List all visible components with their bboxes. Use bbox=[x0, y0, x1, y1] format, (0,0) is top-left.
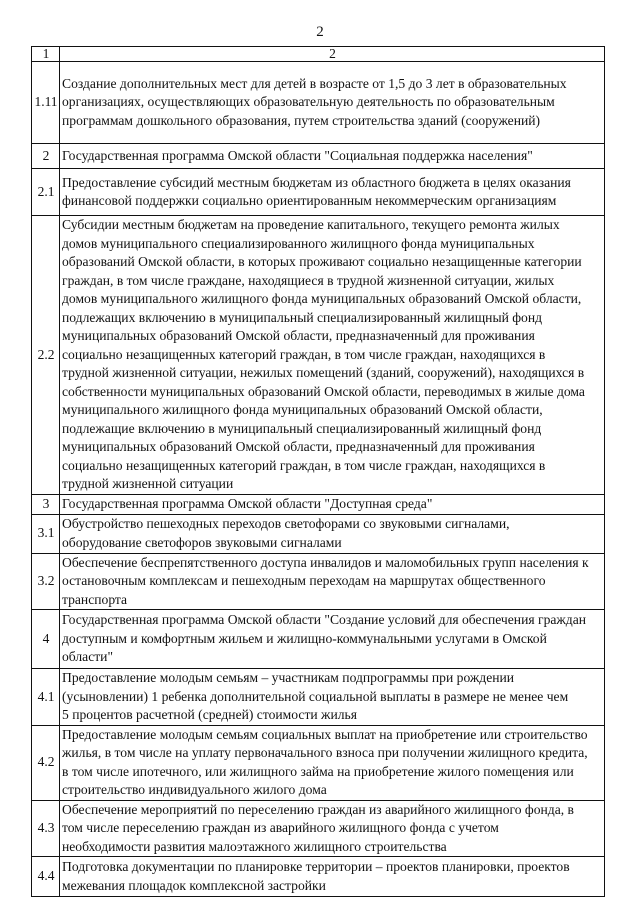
description-line: доступным и комфортным жильем и жилищно-коммунальными услугами в Омской bbox=[62, 630, 547, 646]
table-row bbox=[32, 725, 605, 800]
row-description bbox=[60, 62, 605, 144]
table-row bbox=[32, 494, 605, 514]
description-line: домов муниципального специализированного жилищного фонда муниципальных bbox=[62, 235, 535, 251]
description-line: Государственная программа Омской области "Социальная поддержка населения" bbox=[62, 147, 533, 163]
description-line: области" bbox=[62, 649, 113, 665]
description-line: в том числе ипотечного, или жилищного займа на приобретение жилого помещения или bbox=[62, 763, 574, 779]
description-line: муниципальных образований Омской области, предназначенный для проживания bbox=[62, 328, 535, 343]
header-col-2: 2 bbox=[60, 47, 605, 62]
row-number: 2.2 bbox=[32, 216, 60, 495]
row-description bbox=[60, 610, 605, 669]
description-line: Предоставление молодым семьям социальных выплат на приобретение или строительство bbox=[62, 726, 588, 742]
row-description bbox=[60, 514, 605, 553]
description-line: Государственная программа Омской области "Доступная среда" bbox=[62, 495, 433, 511]
description-line: образований Омской области, в которых проживают социально незащищенные категории bbox=[62, 254, 582, 269]
row-number: 3.2 bbox=[32, 553, 60, 610]
description-line: программам дошкольного образования, путем строительства зданий (сооружений) bbox=[62, 112, 541, 128]
description-line: муниципального жилищного фонда муниципальных образований Омской области, bbox=[62, 402, 543, 417]
description-line: муниципальных образований Омской области, предназначенный для проживания bbox=[62, 439, 535, 454]
row-number: 3.1 bbox=[32, 514, 60, 553]
description-line: домов муниципального жилищного фонда муниципальных образований Омской области, bbox=[62, 291, 582, 306]
measures-table bbox=[31, 46, 605, 897]
table-header-row bbox=[32, 47, 605, 62]
table-row bbox=[32, 610, 605, 669]
description-line: организациях, осуществляющих образовательную деятельность по образовательным bbox=[62, 94, 555, 110]
row-description bbox=[60, 216, 605, 495]
description-line: Обеспечение беспрепятственного доступа инвалидов и маломобильных групп населения к bbox=[62, 554, 589, 570]
description-line: трудной жизненной ситуации, нежилых помещений (зданий, сооружений), находящихся в bbox=[62, 365, 585, 380]
description-line: Создание дополнительных мест для детей в возрасте от 1,5 до 3 лет в образовательных bbox=[62, 75, 567, 91]
table-row bbox=[32, 216, 605, 495]
description-line: остановочным комплексам и пешеходным переходам на маршрутах общественного bbox=[62, 573, 546, 588]
row-description bbox=[60, 800, 605, 857]
description-line: жилья, в том числе на уплату первоначального взноса при получении жилищного кредита, bbox=[62, 745, 588, 760]
description-line: Предоставление субсидий местным бюджетам из областного бюджета в целях оказания bbox=[62, 174, 571, 190]
row-number: 4.1 bbox=[32, 669, 60, 726]
row-number: 3 bbox=[32, 494, 60, 514]
row-number: 2 bbox=[32, 144, 60, 169]
description-line: граждан, в том числе граждане, находящиеся в трудной жизненной ситуации, жилых bbox=[62, 272, 555, 288]
row-description bbox=[60, 669, 605, 726]
description-line: межевания площадок комплексной застройки bbox=[62, 877, 326, 893]
table-row bbox=[32, 514, 605, 553]
row-description bbox=[60, 144, 605, 169]
description-line: социально незащищенных категорий граждан, в том числе граждан, находящихся в bbox=[62, 346, 546, 362]
row-number: 4.2 bbox=[32, 725, 60, 800]
description-line: социально незащищенных категорий граждан, в том числе граждан, находящихся в bbox=[62, 457, 546, 473]
table-row bbox=[32, 553, 605, 610]
description-line: Подготовка документации по планировке территории – проектов планировки, проектов bbox=[62, 859, 570, 874]
description-line: том числе переселению граждан из аварийного жилищного фонда с учетом bbox=[62, 820, 499, 835]
row-description bbox=[60, 494, 605, 514]
table-row bbox=[32, 800, 605, 857]
row-description bbox=[60, 553, 605, 610]
row-description bbox=[60, 857, 605, 897]
description-line: подлежащие включению в муниципальный специализированный жилищный фонд bbox=[62, 420, 542, 436]
description-line: Обустройство пешеходных переходов светофорами со звуковыми сигналами, bbox=[62, 516, 510, 531]
row-number: 4 bbox=[32, 610, 60, 669]
row-description bbox=[60, 725, 605, 800]
description-line: собственности муниципальных образований Омской области, переводимых в жилые дома bbox=[62, 383, 585, 399]
description-line: Обеспечение мероприятий по переселению граждан из аварийного жилищного фонда, в bbox=[62, 801, 574, 817]
description-line: подлежащих включению в муниципальный специализированный жилищный фонд bbox=[62, 309, 543, 325]
table-row bbox=[32, 169, 605, 216]
description-line: трудной жизненной ситуации bbox=[62, 476, 234, 491]
description-line: оборудование светофоров звуковыми сигналами bbox=[62, 534, 342, 550]
row-number: 4.4 bbox=[32, 857, 60, 897]
row-number: 1.11 bbox=[32, 62, 60, 144]
description-line: транспорта bbox=[62, 591, 128, 607]
description-line: финансовой поддержки социально ориентированным некоммерческим организациям bbox=[62, 193, 557, 208]
table-row bbox=[32, 857, 605, 897]
table-row bbox=[32, 62, 605, 144]
description-line: Предоставление молодым семьям – участникам подпрограммы при рождении bbox=[62, 670, 515, 685]
page-number: 2 bbox=[316, 24, 324, 40]
description-line: строительство индивидуального жилого дома bbox=[62, 782, 327, 797]
description-line: (усыновлении) 1 ребенка дополнительной социальной выплаты в размере не менее чем bbox=[62, 688, 569, 704]
description-line: 5 процентов расчетной (средней) стоимости жилья bbox=[62, 707, 357, 722]
header-col-1: 1 bbox=[32, 47, 60, 62]
row-number: 4.3 bbox=[32, 800, 60, 857]
table-row bbox=[32, 669, 605, 726]
description-line: Субсидии местным бюджетам на проведение капитального, текущего ремонта жилых bbox=[62, 217, 560, 232]
row-number: 2.1 bbox=[32, 169, 60, 216]
description-line: необходимости развития малоэтажного жилищного строительства bbox=[62, 838, 447, 854]
row-description bbox=[60, 169, 605, 216]
table-row bbox=[32, 144, 605, 169]
description-line: Государственная программа Омской области "Создание условий для обеспечения граждан bbox=[62, 612, 587, 628]
